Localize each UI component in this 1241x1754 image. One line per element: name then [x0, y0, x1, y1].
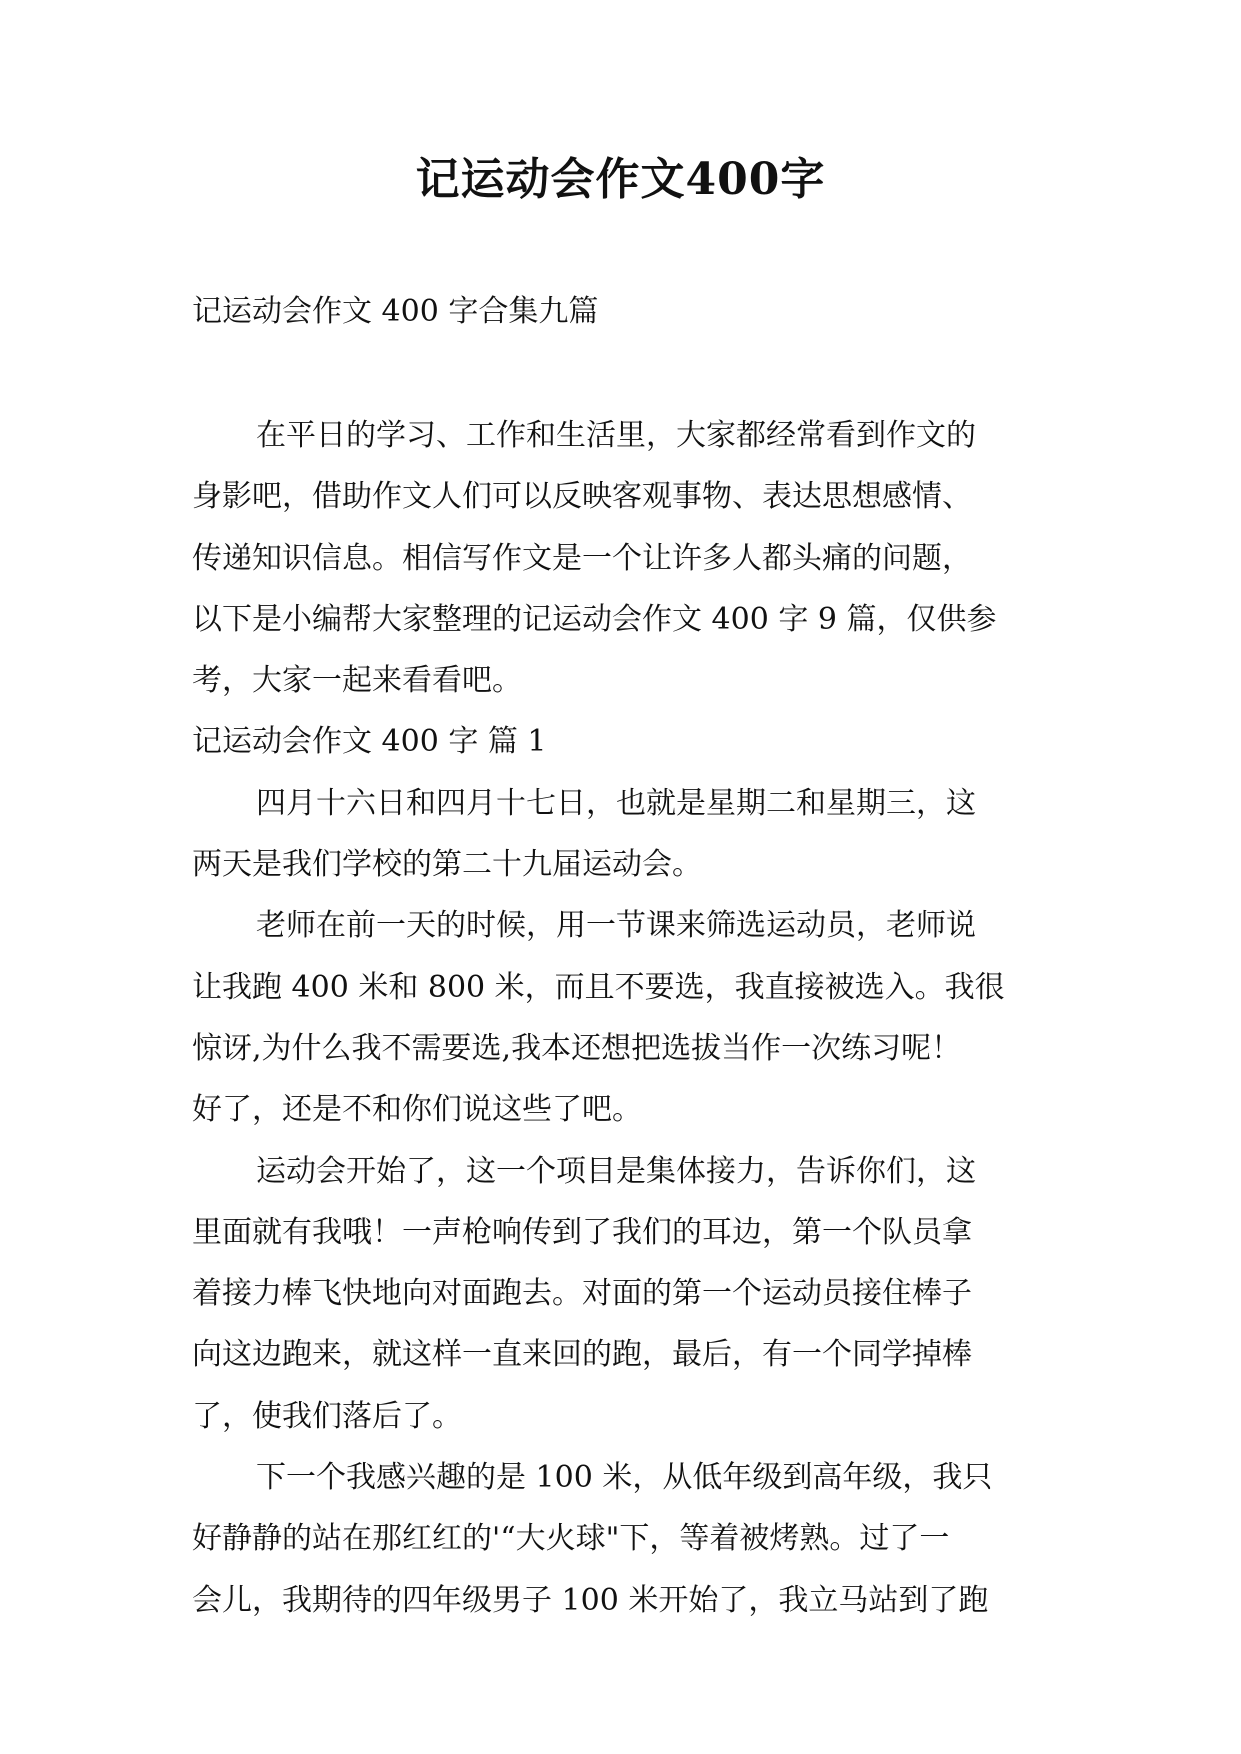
text-line: 会儿，我期待的四年级男子 100 米开始了，我立马站到了跑: [192, 1582, 989, 1618]
text-line: 里面就有我哦！一声枪响传到了我们的耳边，第一个队员拿: [192, 1214, 972, 1250]
text-line: 了，使我们落后了。: [192, 1398, 462, 1434]
text-line: 在平日的学习、工作和生活里，大家都经常看到作文的: [256, 418, 976, 453]
document-title: 记运动会作文400字: [415, 154, 826, 205]
text-line: 运动会开始了，这一个项目是集体接力，告诉你们，这: [256, 1153, 976, 1189]
text-line: 老师在前一天的时候，用一节课来筛选运动员，老师说: [256, 908, 976, 944]
text-line: 惊讶,为什么我不需要选,我本还想把选拔当作一次练习呢！: [192, 1030, 962, 1066]
text-line: 考，大家一起来看看吧。: [192, 663, 522, 699]
text-line: 传递知识信息。相信写作文是一个让许多人都头痛的问题，: [192, 540, 972, 576]
text-line: 以下是小编帮大家整理的记运动会作文 400 字 9 篇，仅供参: [192, 601, 997, 637]
text-line: 向这边跑来，就这样一直来回的跑，最后，有一个同学掉棒: [192, 1337, 972, 1373]
text-line: 两天是我们学校的第二十九届运动会。: [192, 847, 702, 883]
text-line: 好了，还是不和你们说这些了吧。: [192, 1092, 642, 1128]
text-line: 身影吧，借助作文人们可以反映客观事物、表达思想感情、: [192, 479, 972, 515]
document-subtitle: 记运动会作文 400 字合集九篇: [192, 294, 599, 329]
text-line: 下一个我感兴趣的是 100 米，从低年级到高年级，我只: [256, 1460, 993, 1496]
text-line: 着接力棒飞快地向对面跑去。对面的第一个运动员接住棒子: [192, 1276, 972, 1312]
text-line: 四月十六日和四月十七日，也就是星期二和星期三，这: [256, 785, 976, 821]
text-line: 好静静的站在那红红的'“大火球"下，等着被烤熟。过了一: [192, 1521, 950, 1557]
document-body: [192, 405, 1072, 1631]
text-line: 记运动会作文 400 字 篇 1: [192, 724, 547, 760]
text-line: 让我跑 400 米和 800 米，而且不要选，我直接被选入。我很: [192, 969, 1005, 1005]
